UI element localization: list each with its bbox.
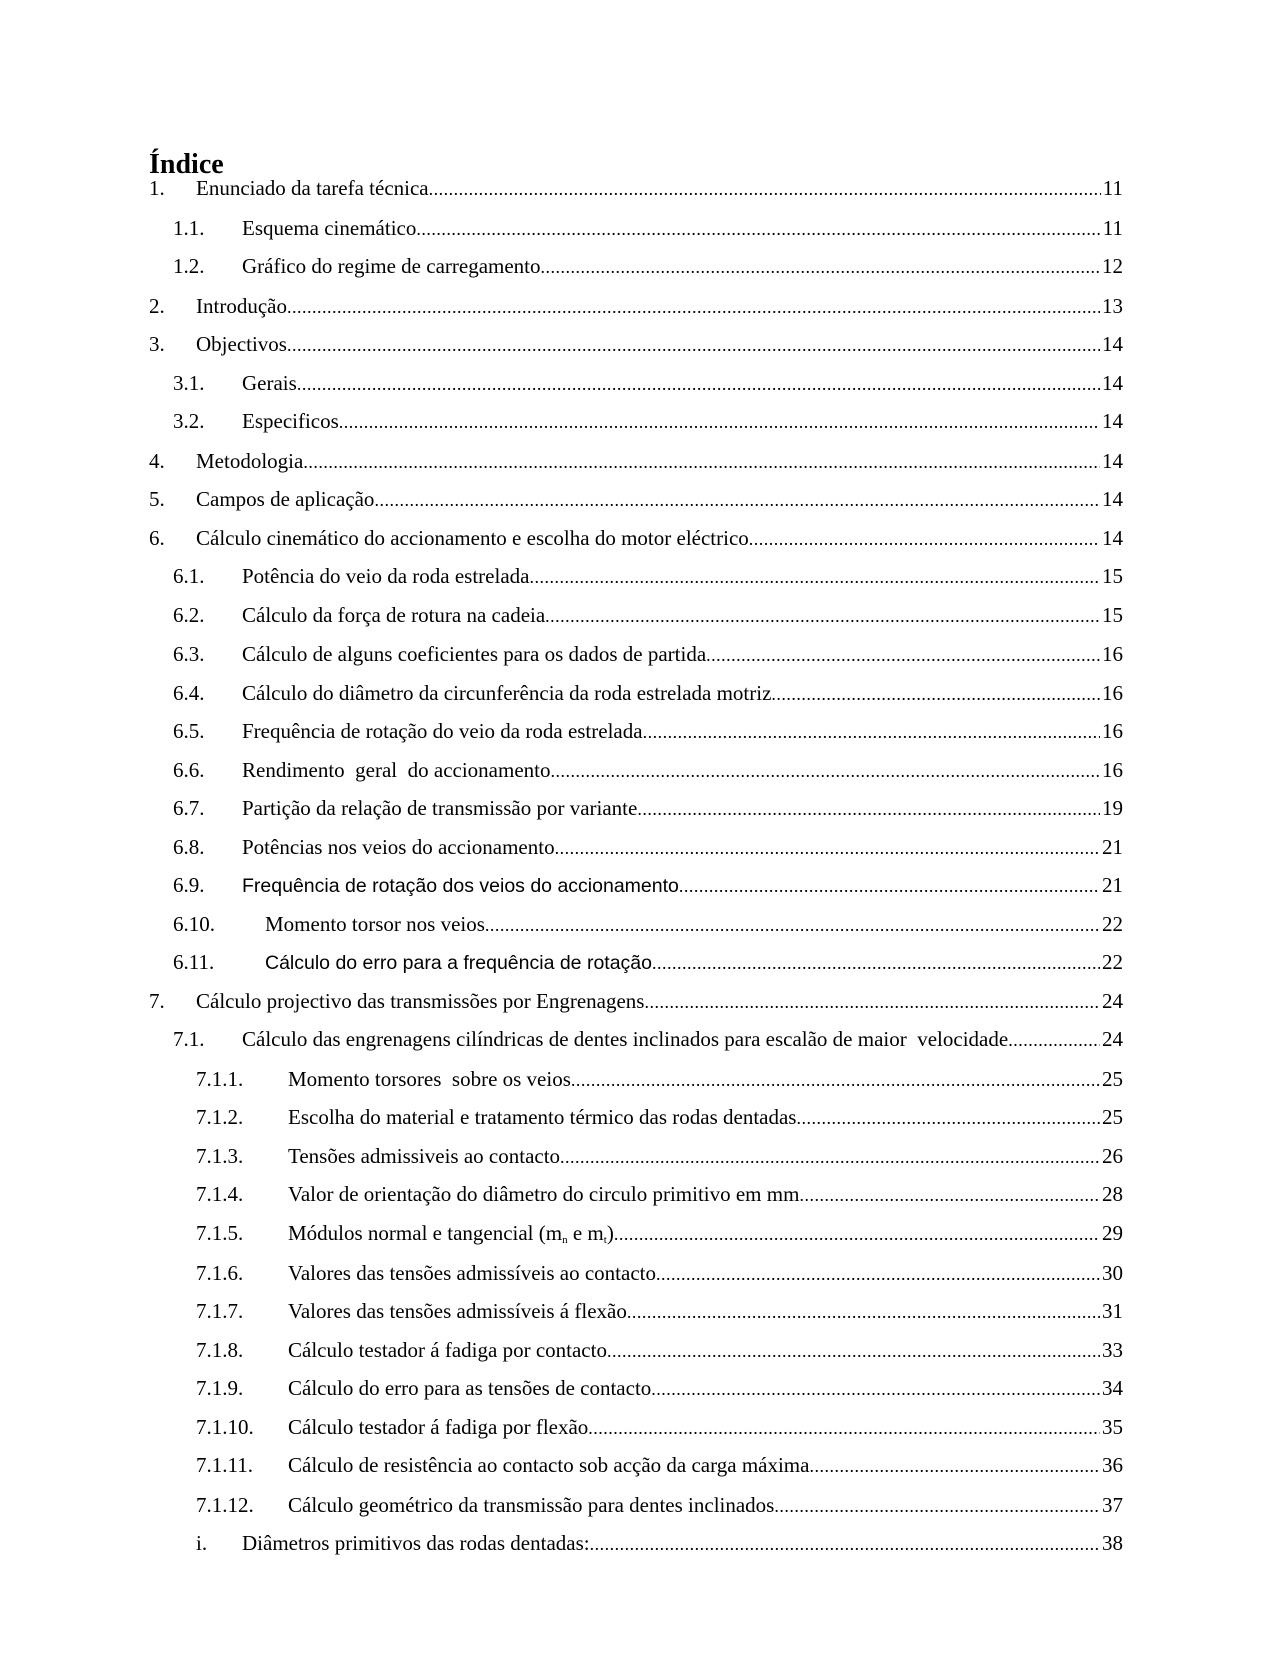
toc-entry-title: Especificos bbox=[242, 409, 339, 433]
toc-entry-page: 25 bbox=[1102, 1105, 1123, 1129]
toc-entry[interactable] bbox=[0, 251, 1280, 281]
toc-entry[interactable] bbox=[0, 1450, 1280, 1480]
dot-leader bbox=[796, 1103, 1100, 1133]
dot-leader bbox=[706, 640, 1100, 670]
toc-entry-title: Valor de orientação do diâmetro do circulo primitivo em mm bbox=[288, 1182, 800, 1206]
toc-entry[interactable] bbox=[0, 173, 1280, 203]
dot-leader bbox=[571, 1065, 1100, 1095]
dot-leader bbox=[541, 252, 1100, 282]
toc-entry[interactable] bbox=[0, 1141, 1280, 1171]
toc-entry-page: 11 bbox=[1102, 216, 1123, 240]
toc-entry-title: Gerais bbox=[242, 371, 297, 395]
toc-entry-page: 24 bbox=[1102, 1027, 1123, 1051]
toc-entry[interactable] bbox=[0, 716, 1280, 746]
toc-entry-title: Cálculo geométrico da transmissão para dentes inclinados bbox=[288, 1493, 775, 1517]
toc-entry-number: 7. bbox=[149, 989, 165, 1013]
dot-leader bbox=[588, 1413, 1100, 1443]
toc-entry[interactable] bbox=[0, 678, 1280, 708]
toc-entry-title: Tensões admissiveis ao contacto bbox=[288, 1144, 561, 1168]
toc-entry-page: 31 bbox=[1102, 1299, 1123, 1323]
dot-leader bbox=[799, 1180, 1100, 1210]
toc-entry-page: 16 bbox=[1102, 719, 1123, 743]
toc-entry[interactable] bbox=[0, 600, 1280, 630]
toc-entry-title: Gráfico do regime de carregamento bbox=[242, 254, 541, 278]
toc-entry-number: 6.2. bbox=[173, 603, 205, 627]
dot-leader bbox=[749, 524, 1100, 554]
toc-entry-number: 3. bbox=[149, 332, 165, 356]
toc-entry[interactable] bbox=[0, 291, 1280, 321]
dot-leader bbox=[644, 987, 1100, 1017]
toc-entry-page: 21 bbox=[1102, 873, 1123, 897]
dot-leader bbox=[339, 407, 1100, 437]
dot-leader bbox=[555, 833, 1100, 863]
toc-entry[interactable] bbox=[0, 986, 1280, 1016]
toc-entry-title: Valores das tensões admissíveis á flexão bbox=[288, 1299, 627, 1323]
toc-entry-page: 14 bbox=[1102, 449, 1123, 473]
toc-entry[interactable] bbox=[0, 523, 1280, 553]
dot-leader bbox=[287, 292, 1100, 322]
toc-entry-number: 6.11. bbox=[173, 950, 215, 974]
toc-entry[interactable] bbox=[0, 446, 1280, 476]
toc-entry[interactable] bbox=[0, 368, 1280, 398]
toc-entry-page: 21 bbox=[1102, 835, 1123, 859]
toc-entry-title: Valores das tensões admissíveis ao contacto bbox=[288, 1261, 656, 1285]
toc-entry-title: Cálculo testador á fadiga por contacto bbox=[288, 1338, 607, 1362]
toc-entry-page: 30 bbox=[1102, 1261, 1123, 1285]
toc-entry-page: 38 bbox=[1102, 1531, 1123, 1555]
toc-entry-page: 16 bbox=[1102, 758, 1123, 782]
toc-entry-page: 14 bbox=[1102, 526, 1123, 550]
toc-title: Índice bbox=[149, 149, 224, 180]
toc-entry-page: 14 bbox=[1102, 332, 1123, 356]
toc-entry-page: 15 bbox=[1102, 603, 1123, 627]
dot-leader bbox=[607, 1336, 1100, 1366]
dot-leader bbox=[656, 1259, 1100, 1289]
dot-leader bbox=[303, 447, 1100, 477]
toc-entry-title: Momento torsores sobre os veios bbox=[288, 1067, 571, 1091]
toc-entry-title: Campos de aplicação bbox=[196, 487, 375, 511]
toc-entry-number: 6.3. bbox=[173, 642, 205, 666]
toc-entry-title: Módulos normal e tangencial ($m_n$ e $m_t$) bbox=[288, 1221, 614, 1246]
dot-leader bbox=[1008, 1025, 1100, 1055]
toc-entry[interactable] bbox=[0, 484, 1280, 514]
toc-entry-page: 28 bbox=[1102, 1182, 1123, 1206]
toc-entry-page: 33 bbox=[1102, 1338, 1123, 1362]
toc-entry-title: Potências nos veios do accionamento bbox=[242, 835, 555, 859]
toc-entry-number: 6. bbox=[149, 526, 165, 550]
toc-entry-number: 7.1.1. bbox=[196, 1067, 244, 1091]
toc-entry[interactable] bbox=[0, 793, 1280, 823]
toc-entry[interactable] bbox=[0, 832, 1280, 862]
toc-entry-number: 6.5. bbox=[173, 719, 205, 743]
toc-entry-number: 6.1. bbox=[173, 564, 205, 588]
toc-entry-page: 34 bbox=[1102, 1376, 1123, 1400]
dot-leader bbox=[550, 756, 1100, 786]
toc-entry[interactable] bbox=[0, 1335, 1280, 1365]
dot-leader bbox=[374, 485, 1100, 515]
dot-leader bbox=[809, 1451, 1100, 1481]
toc-entry-title: Cálculo cinemático do accionamento e escolha do motor eléctrico bbox=[196, 526, 749, 550]
toc-entry-number: 7.1.5. bbox=[196, 1221, 244, 1245]
toc-entry-number: 7.1.9. bbox=[196, 1376, 244, 1400]
toc-entry-number: i. bbox=[196, 1531, 208, 1555]
toc-entry-title: Objectivos bbox=[196, 332, 287, 356]
toc-entry-number: 3.2. bbox=[173, 409, 205, 433]
toc-entry-number: 7.1. bbox=[173, 1027, 205, 1051]
toc-entry-title: Enunciado da tarefa técnica bbox=[196, 176, 429, 200]
dot-leader bbox=[637, 794, 1100, 824]
dot-leader bbox=[774, 1491, 1100, 1521]
toc-entry-title: Metodologia bbox=[196, 449, 304, 473]
toc-entry-page: 14 bbox=[1102, 371, 1123, 395]
toc-entry-page: 26 bbox=[1102, 1144, 1123, 1168]
toc-entry-number: 1.1. bbox=[173, 216, 205, 240]
toc-entry-title: Cálculo do diâmetro da circunferência da roda estrelada motriz bbox=[242, 681, 772, 705]
dot-leader bbox=[429, 174, 1101, 204]
toc-entry-number: 7.1.6. bbox=[196, 1261, 244, 1285]
toc-entry-number: 3.1. bbox=[173, 371, 205, 395]
toc-entry[interactable] bbox=[0, 213, 1280, 243]
dot-leader bbox=[614, 1219, 1100, 1249]
toc-entry-page: 14 bbox=[1102, 487, 1123, 511]
toc-entry-number: 7.1.7. bbox=[196, 1299, 244, 1323]
dot-leader bbox=[416, 214, 1100, 244]
dot-leader bbox=[287, 330, 1100, 360]
toc-entry-title: Escolha do material e tratamento térmico das rodas dentadas bbox=[288, 1105, 797, 1129]
toc-entry-number: 1. bbox=[149, 176, 165, 200]
toc-entry-page: 11 bbox=[1102, 176, 1123, 200]
toc-entry-number: 7.1.3. bbox=[196, 1144, 244, 1168]
toc-entry[interactable] bbox=[0, 1258, 1280, 1288]
dot-leader bbox=[771, 679, 1100, 709]
toc-entry-page: 13 bbox=[1102, 294, 1123, 318]
toc-entry-page: 15 bbox=[1102, 564, 1123, 588]
toc-entry[interactable] bbox=[0, 870, 1280, 900]
toc-entry-title: Cálculo de resistência ao contacto sob acção da carga máxima bbox=[288, 1453, 810, 1477]
toc-entry-title: Cálculo das engrenagens cilíndricas de dentes inclinados para escalão de maior velocidade bbox=[242, 1027, 1009, 1051]
toc-entry-page: 36 bbox=[1102, 1453, 1123, 1477]
toc-entry-number: 6.10. bbox=[173, 912, 215, 936]
toc-entry-number: 7.1.10. bbox=[196, 1415, 254, 1439]
toc-entry[interactable] bbox=[0, 1102, 1280, 1132]
toc-entry-title: Cálculo testador á fadiga por flexão bbox=[288, 1415, 589, 1439]
dot-leader bbox=[590, 1529, 1100, 1559]
dot-leader bbox=[643, 717, 1100, 747]
dot-leader bbox=[651, 1374, 1100, 1404]
toc-entry[interactable] bbox=[0, 406, 1280, 436]
toc-entry-page: 16 bbox=[1102, 642, 1123, 666]
dot-leader bbox=[679, 871, 1100, 901]
toc-entry[interactable] bbox=[0, 1412, 1280, 1442]
toc-entry[interactable] bbox=[0, 1064, 1280, 1094]
toc-entry-number: 5. bbox=[149, 487, 165, 511]
toc-entry-title: Partição da relação de transmissão por variante bbox=[242, 796, 638, 820]
toc-entry-title: Cálculo projectivo das transmissões por Engrenagens bbox=[196, 989, 645, 1013]
toc-entry[interactable] bbox=[0, 1373, 1280, 1403]
toc-entry-title: Rendimento geral do accionamento bbox=[242, 758, 551, 782]
toc-entry-page: 22 bbox=[1102, 912, 1123, 936]
toc-entry[interactable] bbox=[0, 1490, 1280, 1520]
toc-entry[interactable] bbox=[0, 1179, 1280, 1209]
dot-leader bbox=[485, 910, 1100, 940]
toc-entry-number: 2. bbox=[149, 294, 165, 318]
toc-entry-number: 7.1.11. bbox=[196, 1453, 253, 1477]
subscript-t: t bbox=[603, 1234, 607, 1246]
toc-entry-number: 7.1.12. bbox=[196, 1493, 254, 1517]
dot-leader bbox=[529, 562, 1100, 592]
toc-entry-title: Esquema cinemático bbox=[242, 216, 417, 240]
toc-entry-number: 7.1.2. bbox=[196, 1105, 244, 1129]
toc-entry[interactable] bbox=[0, 1528, 1280, 1558]
toc-entry-title: Potência do veio da roda estrelada bbox=[242, 564, 530, 588]
subscript-n: n bbox=[562, 1234, 568, 1246]
toc-entry-title: Introdução bbox=[196, 294, 287, 318]
toc-entry-number: 6.9. bbox=[173, 873, 205, 897]
toc-entry[interactable] bbox=[0, 755, 1280, 785]
toc-entry-title: Cálculo da força de rotura na cadeia bbox=[242, 603, 546, 627]
toc-entry-page: 35 bbox=[1102, 1415, 1123, 1439]
dot-leader bbox=[545, 601, 1100, 631]
toc-entry[interactable] bbox=[0, 1296, 1280, 1326]
dot-leader bbox=[560, 1142, 1100, 1172]
toc-entry[interactable] bbox=[0, 947, 1280, 977]
dot-leader bbox=[652, 948, 1100, 978]
toc-entry-page: 16 bbox=[1102, 681, 1123, 705]
toc-entry-page: 19 bbox=[1102, 796, 1123, 820]
toc-entry-number: 6.4. bbox=[173, 681, 205, 705]
toc-entry-number: 6.8. bbox=[173, 835, 205, 859]
toc-entry-page: 22 bbox=[1102, 950, 1123, 974]
toc-entry-number: 6.6. bbox=[173, 758, 205, 782]
toc-entry-number: 7.1.8. bbox=[196, 1338, 244, 1362]
toc-entry-title: Cálculo de alguns coeficientes para os dados de partida bbox=[242, 642, 707, 666]
toc-entry[interactable] bbox=[0, 1218, 1280, 1248]
toc-entry-page: 14 bbox=[1102, 409, 1123, 433]
toc-entry[interactable] bbox=[0, 639, 1280, 669]
toc-entry-title: Diâmetros primitivos das rodas dentadas: bbox=[242, 1531, 590, 1555]
toc-entry-title: Cálculo do erro para a frequência de rotação bbox=[265, 952, 652, 974]
toc-entry-page: 12 bbox=[1102, 254, 1123, 278]
toc-entry-number: 7.1.4. bbox=[196, 1182, 244, 1206]
toc-entry-number: 4. bbox=[149, 449, 165, 473]
toc-entry[interactable] bbox=[0, 909, 1280, 939]
toc-entry-number: 1.2. bbox=[173, 254, 205, 278]
toc-entry-page: 25 bbox=[1102, 1067, 1123, 1091]
toc-entry-title: Momento torsor nos veios bbox=[265, 912, 485, 936]
toc-entry[interactable] bbox=[0, 329, 1280, 359]
toc-entry-page: 29 bbox=[1102, 1221, 1123, 1245]
toc-entry-title: Frequência de rotação do veio da roda estrelada bbox=[242, 719, 643, 743]
dot-leader bbox=[297, 369, 1100, 399]
dot-leader bbox=[627, 1297, 1100, 1327]
toc-entry[interactable] bbox=[0, 561, 1280, 591]
toc-entry-page: 24 bbox=[1102, 989, 1123, 1013]
toc-entry-number: 6.7. bbox=[173, 796, 205, 820]
toc-entry-title: Cálculo do erro para as tensões de contacto bbox=[288, 1376, 652, 1400]
toc-entry-title: Frequência de rotação dos veios do accionamento bbox=[242, 875, 679, 897]
toc-entry-page: 37 bbox=[1102, 1493, 1123, 1517]
toc-entry[interactable] bbox=[0, 1024, 1280, 1054]
